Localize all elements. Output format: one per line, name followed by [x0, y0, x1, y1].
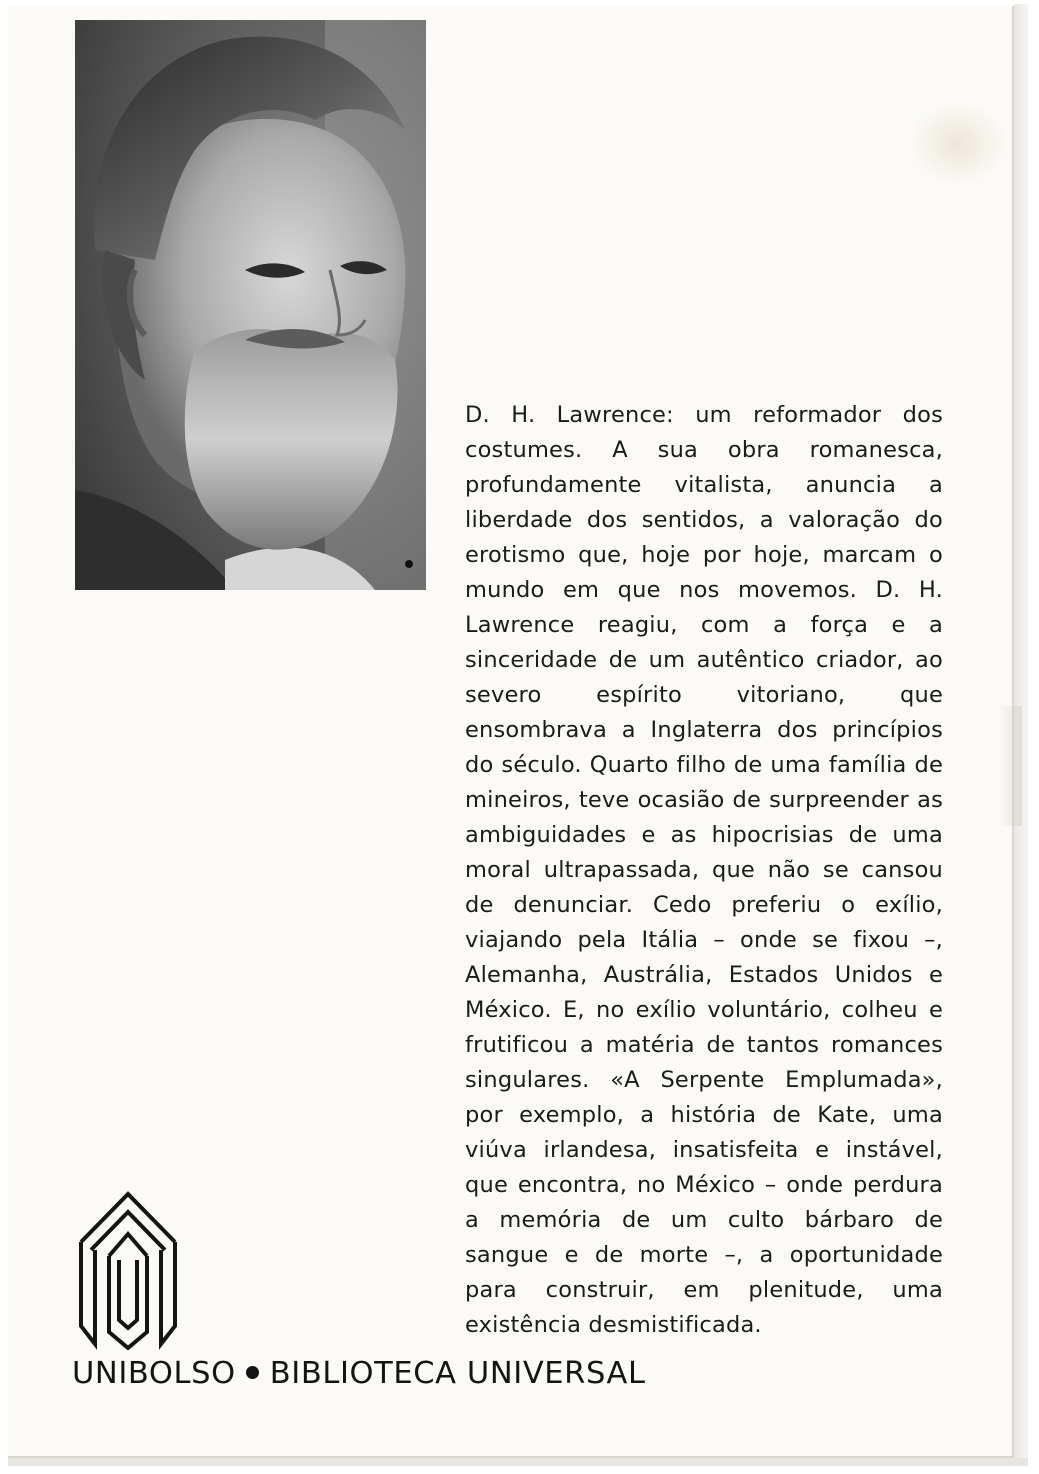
bullet-dot — [246, 1366, 259, 1379]
author-portrait-image — [75, 20, 426, 590]
collection-footer — [72, 1356, 692, 1391]
paper-stain — [908, 101, 1008, 186]
publisher-logo-graphic — [73, 1190, 183, 1350]
author-portrait — [75, 20, 426, 590]
author-blurb: D. H. Lawrence: um reformador dos costumes. A sua obra romanesca, profundamente vitalista, anuncia a liberdade dos sentidos, a valoração do erotismo que, hoje por hoje, marcam o mundo em que nos movemos. D. H. Lawrence reagiu, com a força e a sinceridade de um autêntico criador, ao severo espírito vitoriano, que ensombrava a Inglaterra dos princípios do século. Quarto filho de uma família de mineiros, teve ocasião de surpreender as ambiguidades e as hipocrisias de uma moral ultrapassada, que não se cansou de denunciar. Cedo preferiu o exílio, viajando pela Itália – onde se fixou –, Alemanha, Austrália, Estados Unidos e México. E, no exílio voluntário, colheu e frutificou a matéria de tantos romances singulares. «A Serpente Emplumada», por exemplo, a história de Kate, uma viúva irlandesa, insatisfeita e instável, que encontra, no México – onde perdura a memória de um culto bárbaro de sangue e de morte –, a oportunidade para construir, em plenitude, uma existência desmistificada. — [465, 402, 943, 1338]
publisher-logo-icon — [73, 1190, 183, 1350]
page-edge-bottom — [8, 1458, 1028, 1466]
publisher-name: UNIBOLSO — [72, 1356, 236, 1391]
paper-shadow — [998, 706, 1022, 826]
collection-name: BIBLIOTECA UNIVERSAL — [269, 1356, 646, 1391]
